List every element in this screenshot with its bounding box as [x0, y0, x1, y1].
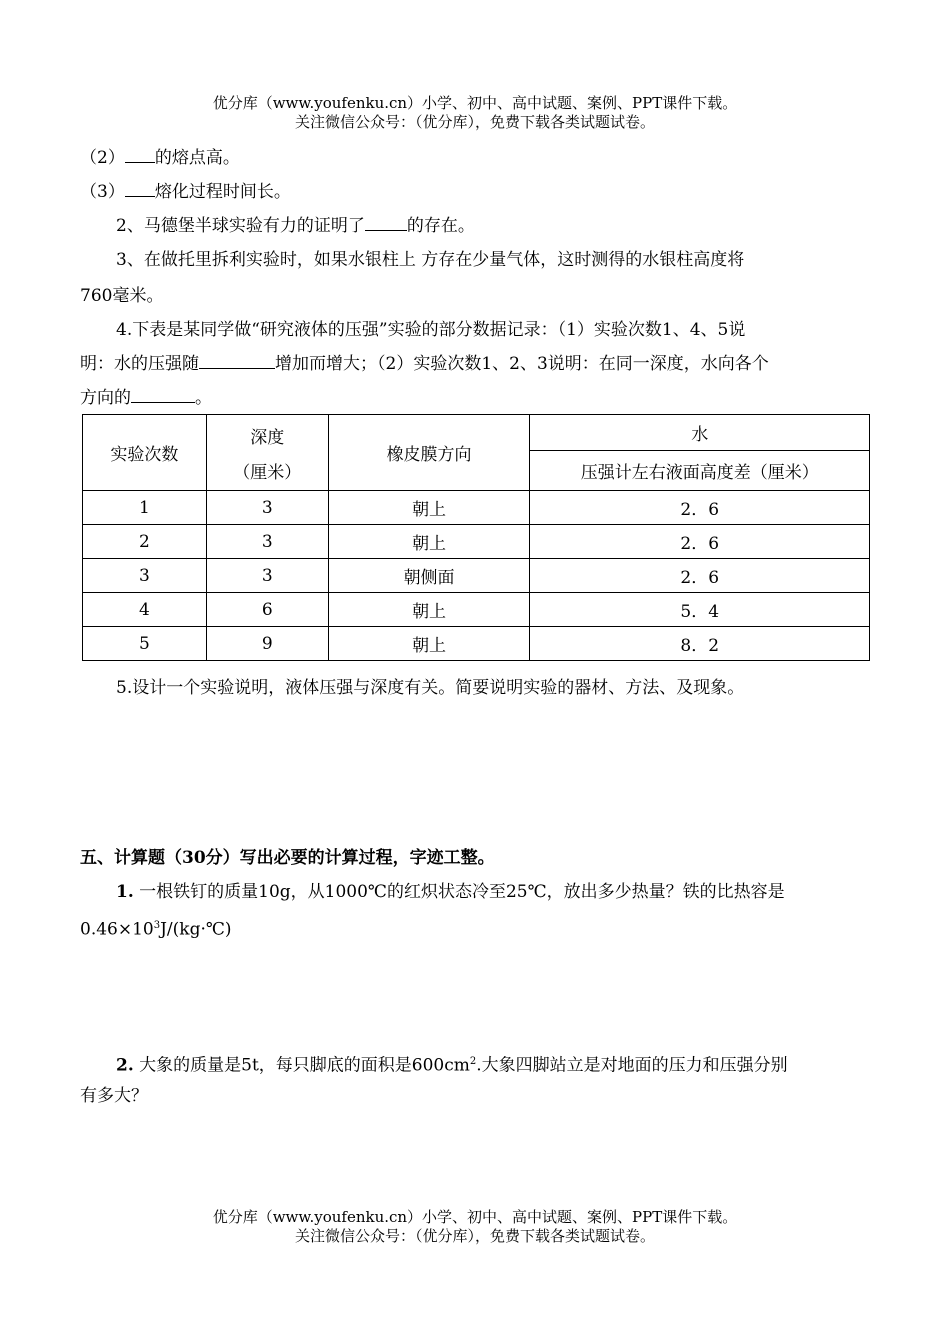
header-depth-line-1: 深度 — [250, 427, 285, 448]
header-water: 水 — [530, 415, 870, 451]
section-5-title: 五、计算题（30分）写出必要的计算过程，字迹工整。 — [80, 848, 495, 868]
question-3-line-2: 760毫米。 — [80, 286, 164, 306]
answer-blank[interactable] — [125, 180, 155, 197]
cell-depth: 3 — [206, 559, 328, 593]
answer-blank[interactable] — [365, 214, 407, 231]
cell-height-diff: 5．4 — [530, 593, 870, 627]
q4-line2-prefix: 明：水的压强随 — [80, 354, 199, 374]
cell-depth: 3 — [206, 491, 328, 525]
q1-2-prefix: （2） — [80, 148, 125, 168]
cell-direction: 朝侧面 — [328, 559, 530, 593]
question-2 — [116, 214, 870, 238]
cell-depth: 3 — [206, 525, 328, 559]
cell-direction: 朝上 — [328, 627, 530, 661]
question-3-line-1: 3、在做托里拆利实验时，如果水银柱上 方存在少量气体，这时测得的水银柱高度将 — [116, 250, 745, 270]
q4-line3-suffix: 。 — [195, 388, 212, 408]
footer-line-2: 关注微信公众号：（优分库），免费下载各类试题试卷。 — [294, 1227, 655, 1245]
cell-direction: 朝上 — [328, 593, 530, 627]
calc-1-text: 一根铁钉的质量10g，从1000℃的红炽状态冷至25℃，放出多少热量？铁的比热容是 — [133, 882, 785, 902]
header-depth-line-2: （厘米） — [233, 462, 302, 483]
cell-trial: 1 — [83, 491, 207, 525]
cell-depth: 9 — [206, 627, 328, 661]
question-4-line-3 — [80, 386, 870, 410]
calc-question-1-line-2 — [80, 914, 870, 942]
cell-trial: 3 — [83, 559, 207, 593]
cell-height-diff: 2．6 — [530, 491, 870, 525]
cell-height-diff: 8．2 — [530, 627, 870, 661]
question-4-line-2 — [80, 352, 870, 376]
header-height-diff: 压强计左右液面高度差（厘米） — [530, 451, 870, 491]
calc-2-number: 2. — [116, 1055, 134, 1076]
calc-question-2-line-2: 有多大？ — [80, 1086, 148, 1106]
q2-prefix: 2、马德堡半球实验有力的证明了 — [116, 216, 365, 236]
page-footer — [0, 1208, 950, 1246]
header-line-2: 关注微信公众号：（优分库），免费下载各类试题试卷。 — [294, 113, 655, 131]
header-depth — [206, 415, 328, 491]
q2-suffix: 的存在。 — [406, 216, 475, 236]
calc-question-2-line-1 — [116, 1050, 870, 1078]
cell-height-diff: 2．6 — [530, 525, 870, 559]
question-5: 5.设计一个实验说明，液体压强与深度有关。简要说明实验的器材、方法、及现象。 — [116, 678, 745, 698]
answer-blank[interactable] — [125, 146, 155, 163]
cell-trial: 2 — [83, 525, 207, 559]
calc-1-exponent: 3 — [153, 920, 161, 931]
q1-3-suffix: 熔化过程时间长。 — [154, 182, 291, 202]
calc-1-value: 0.46×10 — [80, 919, 154, 940]
q1-3-prefix: （3） — [80, 182, 125, 202]
header-trial: 实验次数 — [83, 415, 207, 491]
calc-1-number: 1. — [116, 882, 134, 902]
cell-height-diff: 2．6 — [530, 559, 870, 593]
calc-2-text-cont: .大象四脚站立是对地面的压力和压强分别 — [476, 1055, 788, 1076]
table-row — [83, 593, 870, 627]
q4-line2-suffix: 增加而增大；（2）实验次数1、2、3说明：在同一深度，水向各个 — [275, 354, 769, 374]
page-header — [0, 94, 950, 132]
calc-question-1-line-1 — [116, 880, 870, 904]
q1-2-suffix: 的熔点高。 — [154, 148, 240, 168]
question-1-2 — [80, 146, 870, 170]
table-row — [83, 525, 870, 559]
cell-trial: 4 — [83, 593, 207, 627]
q4-line3-prefix: 方向的 — [80, 388, 131, 408]
answer-blank[interactable] — [131, 386, 195, 403]
calc-2-text: 大象的质量是5t，每只脚底的面积是600cm — [133, 1055, 470, 1076]
header-line-1: 优分库（www.youfenku.cn）小学、初中、高中试题、案例、PPT课件下载。 — [212, 94, 738, 112]
calc-2-exponent: 2 — [469, 1056, 477, 1067]
experiment-data-table — [82, 414, 870, 661]
question-4-line-1: 4.下表是某同学做“研究液体的压强”实验的部分数据记录：（1）实验次数1、4、5说 — [116, 320, 746, 340]
cell-direction: 朝上 — [328, 525, 530, 559]
header-film-direction: 橡皮膜方向 — [328, 415, 530, 491]
table-row — [83, 559, 870, 593]
answer-blank[interactable] — [199, 352, 275, 369]
cell-depth: 6 — [206, 593, 328, 627]
table-row — [83, 491, 870, 525]
question-1-3 — [80, 180, 870, 204]
calc-1-unit: J/(kg·℃) — [160, 919, 232, 940]
cell-direction: 朝上 — [328, 491, 530, 525]
table-row — [83, 627, 870, 661]
cell-trial: 5 — [83, 627, 207, 661]
footer-line-1: 优分库（www.youfenku.cn）小学、初中、高中试题、案例、PPT课件下载。 — [212, 1208, 738, 1226]
